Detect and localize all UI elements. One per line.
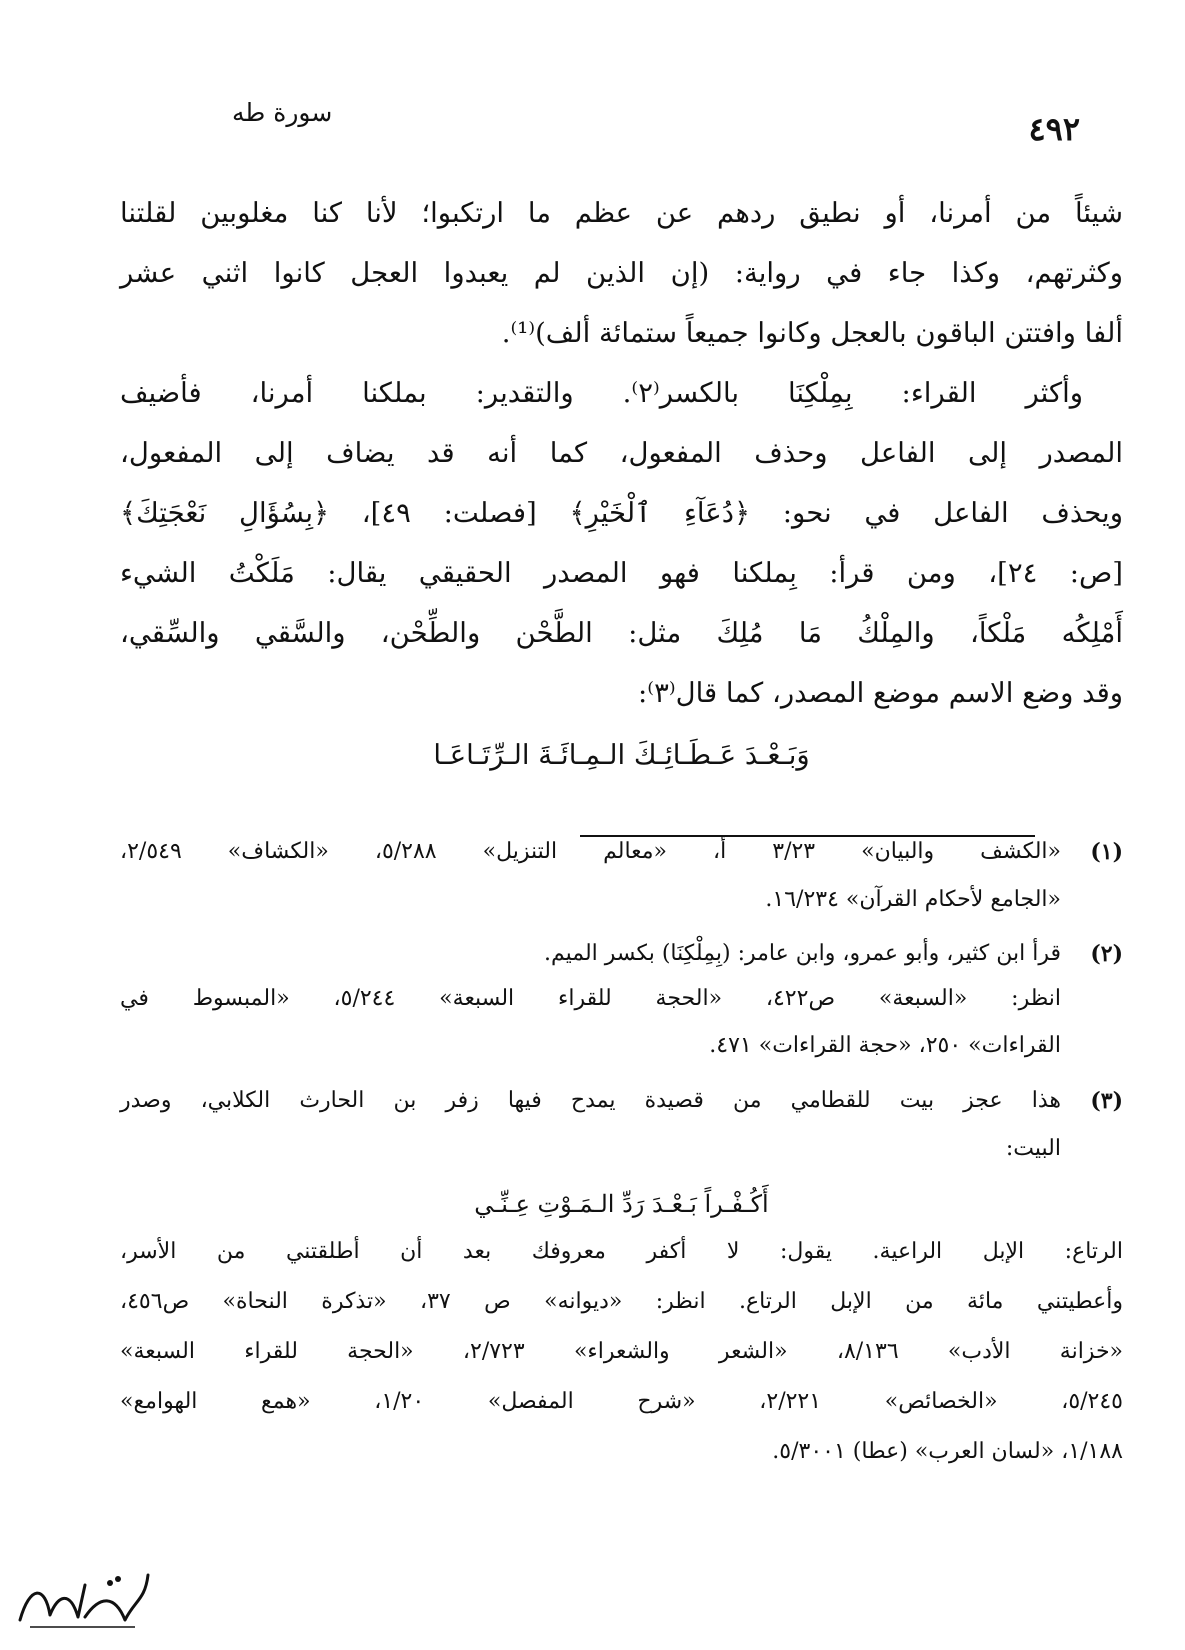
body-line: ألفا وافتتن الباقون بالعجل وكانوا جميعاً ستمائة ألف)⁽¹⁾.	[501, 317, 1123, 349]
footnote-text: انظر: «السبعة» ص٤٢٢، «الحجة للقراء السبعة» ٥/٢٤٤، «المبسوط في	[120, 986, 1061, 1011]
footnote-2-cont	[120, 1022, 1123, 1070]
footnote-3	[120, 1077, 1123, 1125]
footnote-text: البيت:	[1005, 1136, 1061, 1161]
publisher-logo-stamp	[10, 1565, 155, 1640]
footnote-1-cont	[120, 876, 1123, 924]
footnote-2	[120, 930, 1123, 978]
footnote-text: «الكشف والبيان» ٣/٢٣ أ، «معالم التنزيل» ٥/٢٨٨، «الكشاف» ٢/٥٤٩،	[120, 839, 1061, 864]
footnote-number: (٣)	[1090, 1088, 1123, 1114]
body-line: ويحذف الفاعل في نحو: ﴿دُعَآءِ ٱلْخَيْرِ﴾ [فصلت: ٤٩]، ﴿بِسُؤَالِ نَعْجَتِكَ﴾	[120, 497, 1123, 529]
running-header-surah: سورة طه	[232, 98, 333, 127]
body-line: وكثرتهم، وكذا جاء في رواية: (إن الذين لم يعبدوا العجل كانوا اثني عشر	[120, 257, 1123, 289]
footnote-text: القراءات» ٢٥٠، «حجة القراءات» ٤٧١.	[709, 1033, 1061, 1058]
footnote-2-cont	[120, 975, 1123, 1023]
page-number: ٤٩٢	[1028, 110, 1080, 148]
footnote-number: (٢)	[1090, 941, 1123, 967]
body-line: أَمْلِكُه مَلْكاً، والمِلْكُ مَا مُلِكَ مثل: الطَّحْن والطِّحْن، والسَّقي والسِّقي،	[120, 617, 1123, 649]
footnote-3-cont	[120, 1328, 1123, 1376]
body-line: [ص: ٢٤]، ومن قرأ: بِملكنا فهو المصدر الحقيقي يقال: مَلَكْتُ الشيء	[120, 557, 1123, 589]
footnote-text: الرتاع: الإبل الراعية. يقول: لا أكفر معروفك بعد أن أطلقتني من الأسر،	[120, 1239, 1123, 1264]
footnote-1	[120, 828, 1123, 876]
footnote-text: ٥/٢٤٥، «الخصائص» ٢/٢٢١، «شرح المفصل» ١/٢٠، «همع الهوامع»	[120, 1389, 1123, 1414]
footnote-number: (١)	[1090, 839, 1123, 865]
body-line: شيئاً من أمرنا، أو نطيق ردهم عن عظم ما ارتكبوا؛ لأنا كنا مغلوبين لقلتنا	[120, 197, 1123, 229]
footnote-3-cont	[120, 1278, 1123, 1326]
footnote-text: «الجامع لأحكام القرآن» ١٦/٢٣٤.	[765, 887, 1061, 912]
footnote-text: وأعطيتني مائة من الإبل الرتاع. انظر: «ديوانه» ص ٣٧، «تذكرة النحاة» ص٤٥٦،	[120, 1289, 1124, 1314]
body-line: المصدر إلى الفاعل وحذف المفعول، كما أنه قد يضاف إلى المفعول،	[120, 437, 1123, 469]
footnote-text: هذا عجز بيت للقطامي من قصيدة يمدح فيها زفر بن الحارث الكلابي، وصدر	[120, 1088, 1061, 1113]
footnote-text: «خزانة الأدب» ٨/١٣٦، «الشعر والشعراء» ٢/٧٢٣، «الحجة للقراء السبعة»	[120, 1339, 1124, 1364]
body-line: وقد وضع الاسم موضع المصدر، كما قال⁽٣⁾:	[638, 677, 1123, 709]
footnote-3-cont	[120, 1228, 1123, 1276]
body-line: وأكثر القراء: بِمِلْكِنَا بالكسر⁽٢⁾. والتقدير: بملكنا أمرنا، فأضيف	[120, 377, 1083, 409]
footnote-3-verse: أَكُـفْـراً بَـعْـدَ رَدِّ الـمَـوْتِ عِـنِّـي	[474, 1190, 769, 1218]
footnote-text: ١/١٨٨، «لسان العرب» (عطا) ٥/٣٠٠١.	[772, 1439, 1123, 1464]
footnote-3-cont	[120, 1428, 1123, 1476]
footnote-text: قرأ ابن كثير، وأبو عمرو، وابن عامر: (بِمِلْكِنَا) بكسر الميم.	[543, 941, 1061, 966]
footnote-3-cont	[120, 1378, 1123, 1426]
footnote-3-cont	[120, 1125, 1123, 1173]
verse-line: وَبَـعْـدَ عَـطَـائِـكَ الـمِـائَـةَ الـرِّتَـاعَـا	[433, 739, 810, 771]
